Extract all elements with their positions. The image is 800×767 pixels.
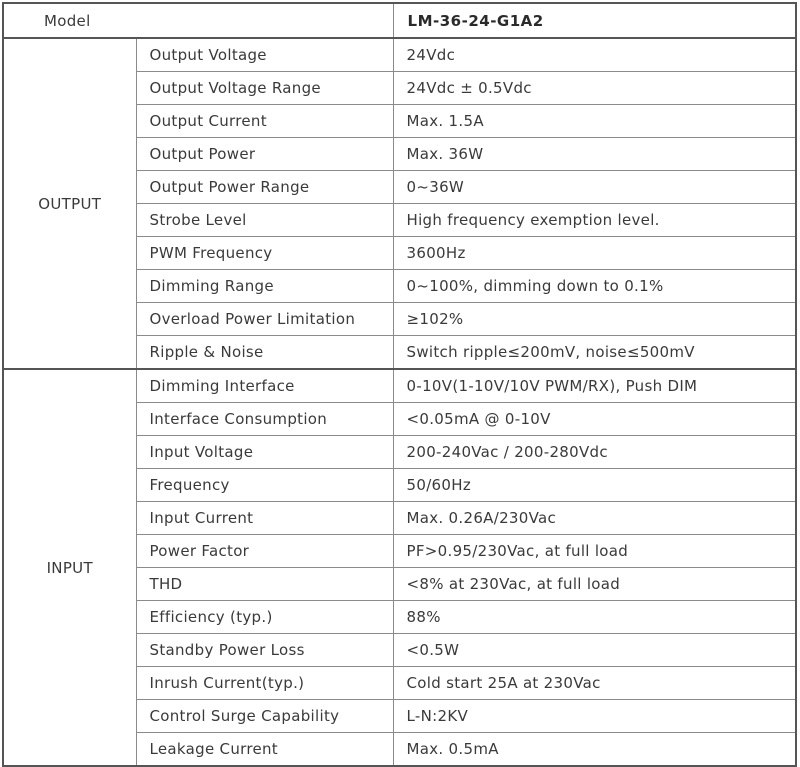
param-value: High frequency exemption level. bbox=[393, 204, 796, 237]
param-value: <0.05mA @ 0-10V bbox=[393, 403, 796, 436]
param-name: Input Current bbox=[136, 502, 393, 535]
param-name: Overload Power Limitation bbox=[136, 303, 393, 336]
param-name: Interface Consumption bbox=[136, 403, 393, 436]
param-value: 24Vdc bbox=[393, 38, 796, 72]
param-name: THD bbox=[136, 568, 393, 601]
param-name: Output Voltage bbox=[136, 38, 393, 72]
model-value: LM-36-24-G1A2 bbox=[393, 3, 796, 38]
param-value: <0.5W bbox=[393, 634, 796, 667]
param-value: <8% at 230Vac, at full load bbox=[393, 568, 796, 601]
param-name: Control Surge Capability bbox=[136, 700, 393, 733]
spec-row bbox=[3, 38, 796, 72]
param-value: Cold start 25A at 230Vac bbox=[393, 667, 796, 700]
spec-row bbox=[3, 369, 796, 403]
param-value: 200-240Vac / 200-280Vdc bbox=[393, 436, 796, 469]
param-name: Dimming Range bbox=[136, 270, 393, 303]
param-value: Max. 1.5A bbox=[393, 105, 796, 138]
spec-table-body bbox=[3, 3, 796, 766]
param-value: Max. 0.26A/230Vac bbox=[393, 502, 796, 535]
param-value: Max. 0.5mA bbox=[393, 733, 796, 767]
param-value: Max. 36W bbox=[393, 138, 796, 171]
param-value: 3600Hz bbox=[393, 237, 796, 270]
param-name: Ripple & Noise bbox=[136, 336, 393, 370]
spec-table bbox=[2, 2, 797, 767]
param-value: 0~100%, dimming down to 0.1% bbox=[393, 270, 796, 303]
param-value: Switch ripple≤200mV, noise≤500mV bbox=[393, 336, 796, 370]
group-label-output: OUTPUT bbox=[3, 38, 136, 369]
param-value: L-N:2KV bbox=[393, 700, 796, 733]
param-name: Dimming Interface bbox=[136, 369, 393, 403]
param-value: 88% bbox=[393, 601, 796, 634]
param-value: 50/60Hz bbox=[393, 469, 796, 502]
param-name: Efficiency (typ.) bbox=[136, 601, 393, 634]
param-name: Leakage Current bbox=[136, 733, 393, 767]
param-name: Inrush Current(typ.) bbox=[136, 667, 393, 700]
param-value: 0~36W bbox=[393, 171, 796, 204]
param-name: Frequency bbox=[136, 469, 393, 502]
group-label-input: INPUT bbox=[3, 369, 136, 766]
param-name: Output Power bbox=[136, 138, 393, 171]
param-name: Output Power Range bbox=[136, 171, 393, 204]
param-value: 0-10V(1-10V/10V PWM/RX), Push DIM bbox=[393, 369, 796, 403]
model-label: Model bbox=[3, 3, 393, 38]
param-name: Power Factor bbox=[136, 535, 393, 568]
param-value: 24Vdc ± 0.5Vdc bbox=[393, 72, 796, 105]
param-name: Strobe Level bbox=[136, 204, 393, 237]
param-name: Output Current bbox=[136, 105, 393, 138]
param-name: PWM Frequency bbox=[136, 237, 393, 270]
param-name: Standby Power Loss bbox=[136, 634, 393, 667]
param-name: Output Voltage Range bbox=[136, 72, 393, 105]
param-value: PF>0.95/230Vac, at full load bbox=[393, 535, 796, 568]
param-name: Input Voltage bbox=[136, 436, 393, 469]
param-value: ≥102% bbox=[393, 303, 796, 336]
model-row bbox=[3, 3, 796, 38]
